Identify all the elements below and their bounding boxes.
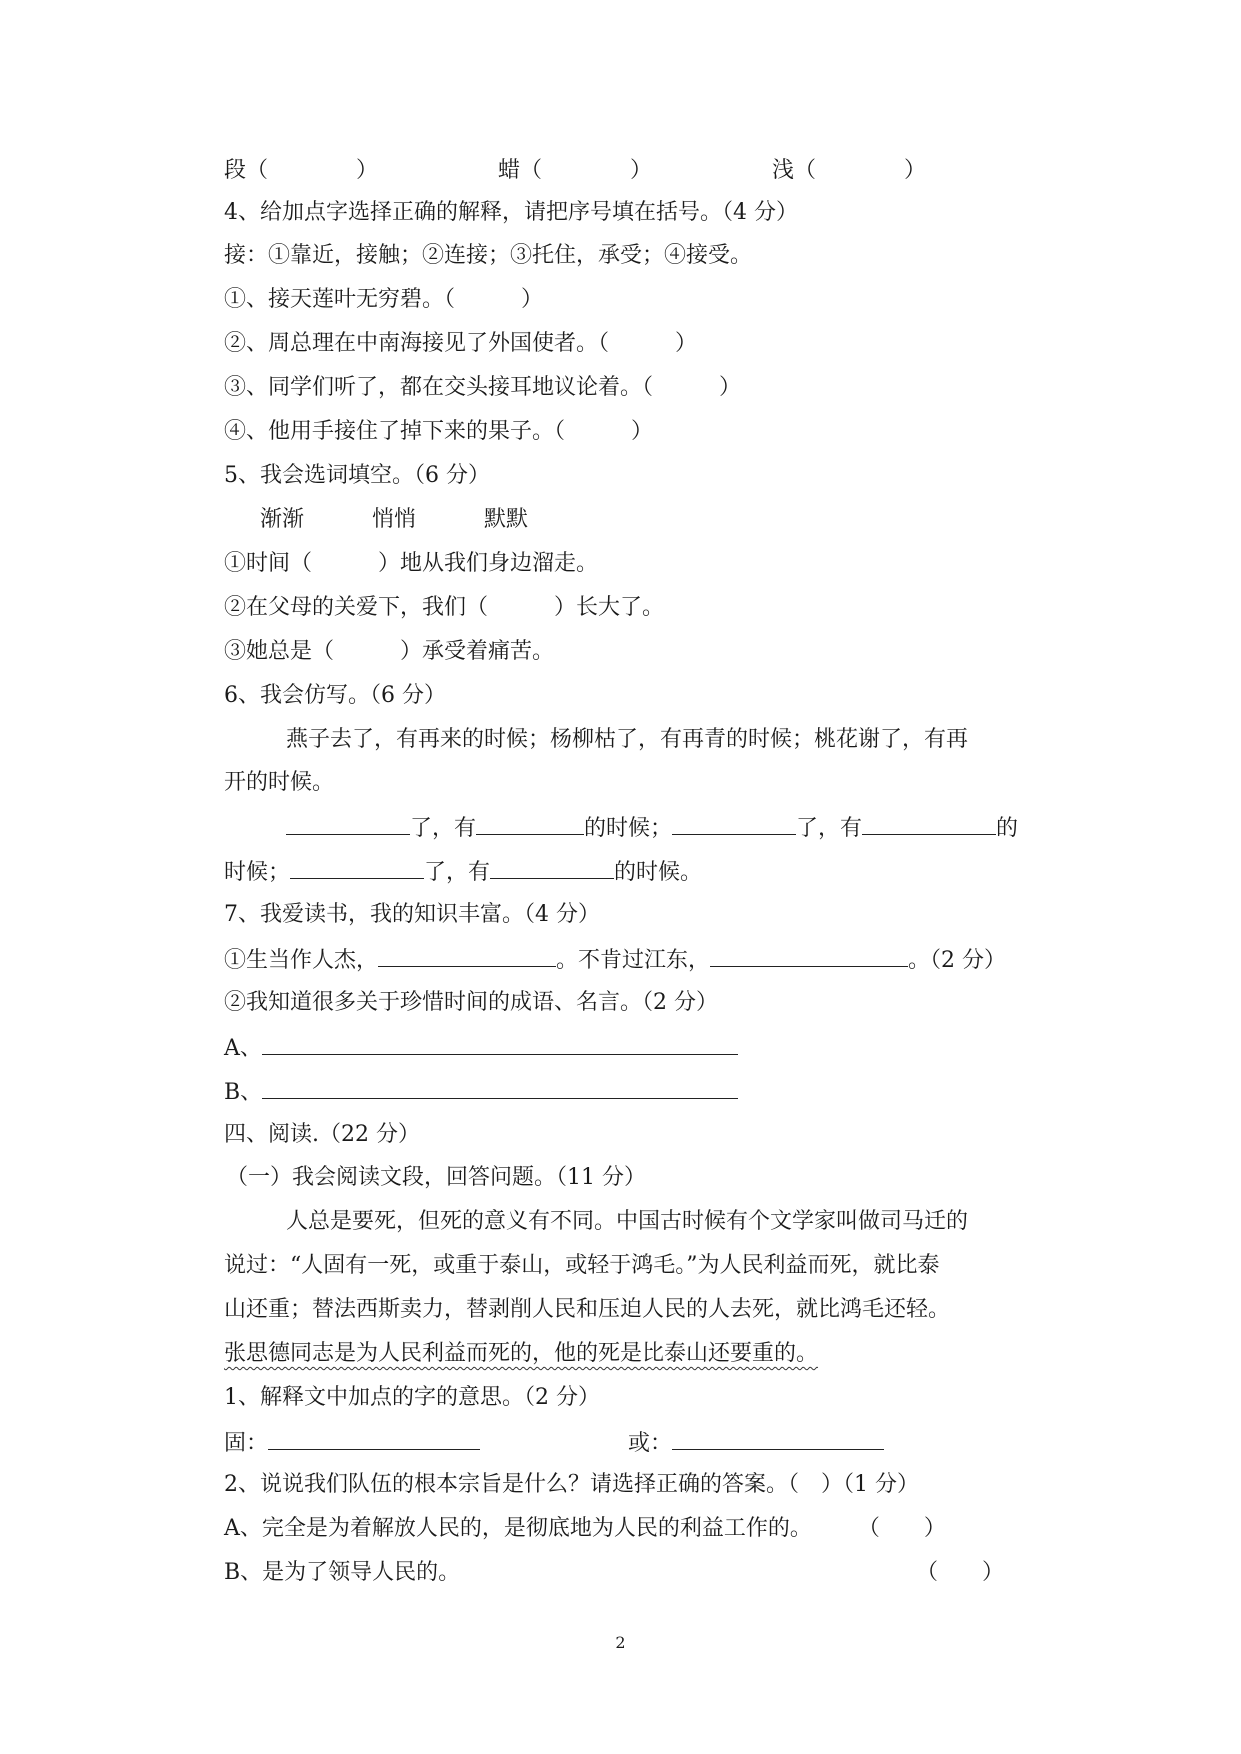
q7-item-2: ②我知道很多关于珍惜时间的成语、名言。（2 分） [224, 990, 718, 1015]
option-b-paren[interactable]: （ ） [916, 1560, 1005, 1585]
q6-blank-5[interactable] [290, 856, 424, 879]
q5-title: 5、我会选词填空。（6 分） [224, 463, 490, 488]
q6-text-shihou: 时候； [224, 860, 291, 885]
section4-title: 四、阅读.（22 分） [224, 1122, 420, 1147]
q4-item-3: ③、同学们听了，都在交头接耳地议论着。（ ） [224, 375, 742, 400]
passage-line-1: 人总是要死，但死的意义有不同。中国古时候有个文学家叫做司马迁的 [286, 1209, 969, 1234]
q4-item-4: ④、他用手接住了掉下来的果子。（ ） [224, 419, 654, 444]
q4-title: 4、给加点字选择正确的解释，请把序号填在括号。（4 分） [224, 200, 798, 225]
q5-word-2: 悄悄 [372, 507, 417, 532]
q7-item-1 [224, 944, 1006, 976]
q7-blank-2[interactable] [710, 944, 908, 967]
passage-wavy-sentence: 张思德同志是为人民利益而死的，他的死是比泰山还要重的。 [224, 1341, 819, 1366]
q6-title: 6、我会仿写。（6 分） [224, 683, 446, 708]
q3-char-qian: 浅（ ） [772, 158, 927, 183]
option-b-text: B、是为了领导人民的。 [224, 1560, 461, 1585]
q6-text-le-you-3: 了，有 [424, 860, 491, 885]
q6-example-line1: 燕子去了，有再来的时候；杨柳枯了，有再青的时候；桃花谢了，有再 [286, 727, 969, 752]
gu-blank[interactable] [268, 1427, 480, 1450]
q7-answer-a [224, 1032, 738, 1064]
q7-title: 7、我爱读书，我的知识丰富。（4 分） [224, 902, 600, 927]
q7-blank-1[interactable] [378, 944, 556, 967]
q5-item-3: ③她总是（ ）承受着痛苦。 [224, 639, 555, 664]
q6-blank-2[interactable] [476, 812, 584, 835]
q6-text-de-shihou-end: 的时候。 [614, 860, 703, 885]
q4-options: 接：①靠近，接触；②连接；③托住，承受；④接受。 [224, 243, 753, 268]
reading-q2-title: 2、说说我们队伍的根本宗旨是什么？请选择正确的答案。（ ）（1 分） [224, 1472, 919, 1497]
q7-answer-b-line[interactable] [262, 1076, 738, 1099]
q3-row [224, 156, 926, 186]
q7-answer-a-label: A、 [224, 1036, 262, 1061]
q5-word-3: 默默 [484, 507, 529, 532]
q6-blank-line1 [286, 812, 1018, 844]
huo-blank[interactable] [672, 1427, 884, 1450]
q7-item-1-prefix: ①生当作人杰， [224, 948, 379, 973]
q7-item-1-score: 。（2 分） [908, 948, 1007, 973]
q3-char-duan: 段（ ） [224, 158, 379, 183]
page-number: 2 [615, 1633, 626, 1652]
reading-q2-option-b [224, 1558, 460, 1588]
q5-item-2: ②在父母的关爱下，我们（ ）长大了。 [224, 595, 665, 620]
q4-item-2: ②、周总理在中南海接见了外国使者。（ ） [224, 331, 698, 356]
q6-text-le-you-2: 了，有 [796, 816, 863, 841]
passage-line-3: 山还重；替法西斯卖力，替剥削人民和压迫人民的人去死，就比鸿毛还轻。 [224, 1297, 951, 1322]
q6-blank-6[interactable] [490, 856, 614, 879]
huo-label: 或： [628, 1431, 673, 1456]
q6-blank-line2 [224, 856, 702, 888]
q7-answer-b [224, 1076, 738, 1108]
passage-line-2: 说过：“人固有一死，或重于泰山，或轻于鸿毛。”为人民利益而死，就比泰 [224, 1253, 940, 1278]
reading-q1-title: 1、解释文中加点的字的意思。（2 分） [224, 1385, 600, 1410]
q6-blank-4[interactable] [862, 812, 996, 835]
q6-blank-1[interactable] [286, 812, 410, 835]
q6-text-le-you-1: 了，有 [410, 816, 477, 841]
passage-line-4 [224, 1339, 818, 1369]
q6-text-de: 的 [996, 816, 1019, 841]
q6-blank-3[interactable] [672, 812, 796, 835]
option-a-paren[interactable]: （ ） [857, 1516, 946, 1541]
q4-item-1: ①、接天莲叶无穷碧。（ ） [224, 287, 544, 312]
gu-label: 固： [224, 1431, 269, 1456]
reading-q1-answers [224, 1427, 884, 1459]
q6-example-line2: 开的时候。 [224, 770, 335, 795]
q7-answer-b-label: B、 [224, 1080, 263, 1105]
q6-text-de-shihou-1: 的时候； [584, 816, 673, 841]
q5-word-1: 渐渐 [260, 507, 305, 532]
q3-char-la: 蜡（ ） [498, 158, 653, 183]
q7-answer-a-line[interactable] [262, 1032, 738, 1055]
q7-item-1-mid: 。不肯过江东， [556, 948, 711, 973]
option-a-text: A、完全是为着解放人民的，是彻底地为人民的利益工作的。 [224, 1516, 812, 1541]
q5-item-1: ①时间（ ）地从我们身边溜走。 [224, 551, 599, 576]
reading1-title: （一）我会阅读文段，回答问题。（11 分） [226, 1165, 646, 1190]
q5-word-bank [260, 505, 528, 535]
reading-q2-option-a [224, 1514, 946, 1544]
